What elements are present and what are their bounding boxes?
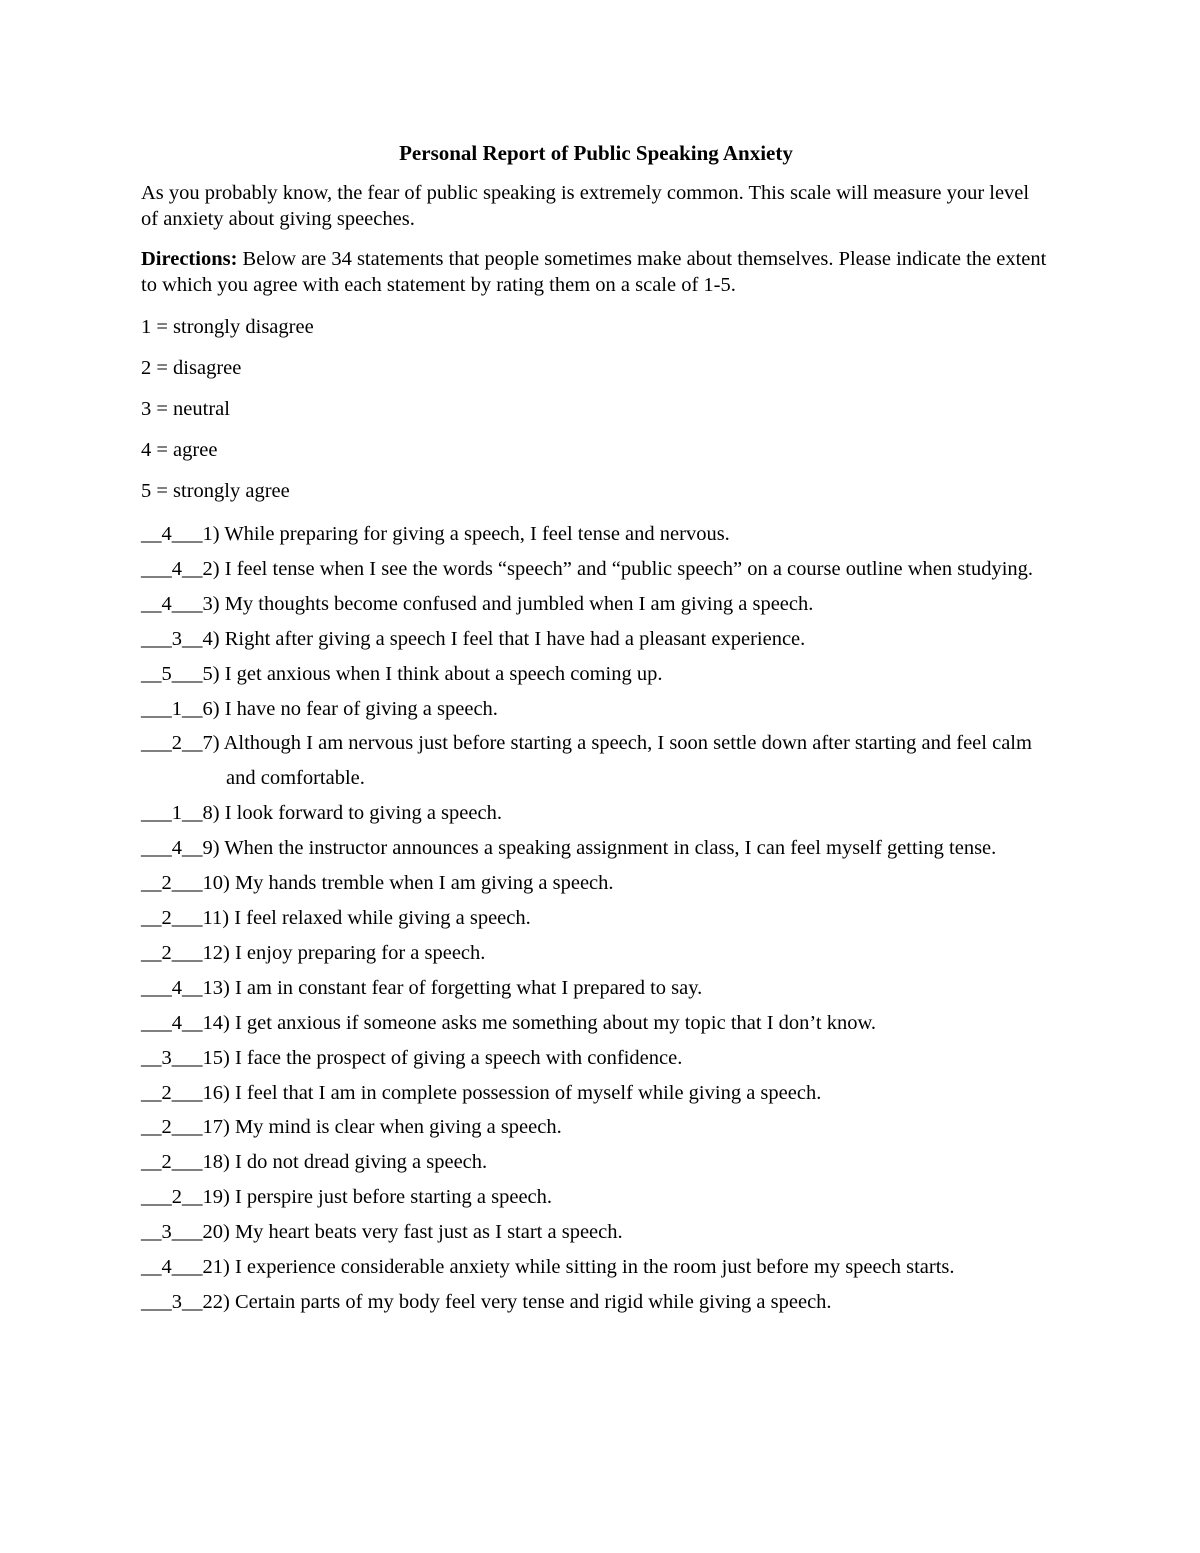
statement-text: 9) When the instructor announces a speaking assignment in class, I can feel myself getting tense. (202, 837, 997, 860)
statement-text: 19) I perspire just before starting a speech. (202, 1186, 553, 1209)
answer-blank: __2___ (141, 1116, 203, 1139)
answer-blank: __2___ (141, 941, 203, 964)
statement-list (141, 517, 1051, 1320)
rating-scale-list (141, 312, 1051, 517)
statement-text: 20) My heart beats very fast just as I start a speech. (202, 1221, 623, 1244)
scale-item: 1 = strongly disagree (141, 316, 314, 338)
statement-text: 14) I get anxious if someone asks me something about my topic that I don’t know. (202, 1011, 877, 1034)
answer-blank: __4___ (141, 523, 203, 545)
statement-item (141, 1076, 1051, 1111)
statement-item (141, 971, 1051, 1006)
answer-blank: ___2__ (141, 1186, 203, 1209)
statement-text: 13) I am in constant fear of forgetting what I prepared to say. (202, 976, 703, 999)
statement-item (141, 1180, 1051, 1215)
answer-blank: __4___ (141, 592, 203, 615)
statement-item (141, 517, 1051, 552)
answer-blank: __2___ (141, 1151, 203, 1174)
statement-text: 4) Right after giving a speech I feel that I have had a pleasant experience. (202, 627, 806, 650)
statement-text: 10) My hands tremble when I am giving a speech. (202, 872, 614, 895)
statement-item (141, 1250, 1051, 1285)
answer-blank: __4___ (141, 1256, 203, 1279)
statement-item (141, 622, 1051, 657)
statement-text: 5) I get anxious when I think about a speech coming up. (202, 662, 663, 685)
statement-text: 17) My mind is clear when giving a speech. (202, 1116, 562, 1139)
directions-paragraph (141, 246, 1051, 298)
statement-item (141, 1006, 1051, 1041)
statement-item (141, 796, 1051, 831)
answer-blank: ___2__ (141, 732, 203, 755)
intro-paragraph: As you probably know, the fear of public speaking is extremely common. This scale will measure your level of anxiety about giving speeches. (141, 182, 1030, 230)
statement-item (141, 901, 1051, 936)
answer-blank: ___4__ (141, 1011, 203, 1034)
answer-blank: __3___ (141, 1046, 203, 1069)
statement-item (141, 1110, 1051, 1145)
page-title: Personal Report of Public Speaking Anxiety (399, 141, 793, 165)
statement-item (141, 552, 1051, 587)
statement-text: 12) I enjoy preparing for a speech. (202, 941, 486, 964)
answer-blank: ___4__ (141, 837, 203, 860)
statement-item (141, 831, 1051, 866)
scale-item: 3 = neutral (141, 398, 230, 420)
statement-text: 7) Although I am nervous just before starting a speech, I soon settle down after starting and feel calm and comfortable. (202, 732, 1032, 790)
statement-text: 21) I experience considerable anxiety while sitting in the room just before my speech starts. (202, 1256, 955, 1279)
directions-label: Directions: (141, 248, 238, 270)
answer-blank: __2___ (141, 872, 203, 895)
statement-item (141, 1145, 1051, 1180)
answer-blank: __5___ (141, 662, 203, 685)
statement-item (141, 1285, 1051, 1320)
statement-text: 6) I have no fear of giving a speech. (202, 697, 498, 720)
directions-text: Below are 34 statements that people sometimes make about themselves. Please indicate the extent to which you agree with each statement by rating them on a scale of 1-5. (141, 248, 1047, 296)
statement-text: 16) I feel that I am in complete possession of myself while giving a speech. (202, 1081, 822, 1104)
statement-item (141, 936, 1051, 971)
statement-text: 22) Certain parts of my body feel very tense and rigid while giving a speech. (202, 1290, 832, 1313)
answer-blank: ___4__ (141, 557, 203, 580)
statement-item (141, 866, 1051, 901)
document-page (141, 138, 1051, 1320)
statement-item (141, 692, 1051, 727)
statement-item (141, 657, 1051, 692)
statement-text: 8) I look forward to giving a speech. (202, 802, 502, 825)
statement-text: 11) I feel relaxed while giving a speech. (202, 906, 531, 929)
statement-item (141, 726, 1051, 796)
answer-blank: ___3__ (141, 1290, 203, 1313)
statement-text: 3) My thoughts become confused and jumbled when I am giving a speech. (202, 592, 814, 615)
scale-item: 4 = agree (141, 439, 218, 461)
statement-text: 18) I do not dread giving a speech. (202, 1151, 488, 1174)
scale-item: 5 = strongly agree (141, 480, 290, 502)
answer-blank: ___3__ (141, 627, 203, 650)
answer-blank: ___1__ (141, 697, 203, 720)
statement-text: 1) While preparing for giving a speech, I feel tense and nervous. (202, 523, 730, 545)
answer-blank: __3___ (141, 1221, 203, 1244)
answer-blank: __2___ (141, 1081, 203, 1104)
statement-item (141, 1215, 1051, 1250)
statement-text: 15) I face the prospect of giving a speech with confidence. (202, 1046, 683, 1069)
answer-blank: ___4__ (141, 976, 203, 999)
scale-item: 2 = disagree (141, 357, 242, 379)
answer-blank: __2___ (141, 906, 203, 929)
statement-item (141, 1041, 1051, 1076)
answer-blank: ___1__ (141, 802, 203, 825)
statement-item (141, 587, 1051, 622)
statement-text: 2) I feel tense when I see the words “speech” and “public speech” on a course outline when studying. (202, 557, 1034, 580)
